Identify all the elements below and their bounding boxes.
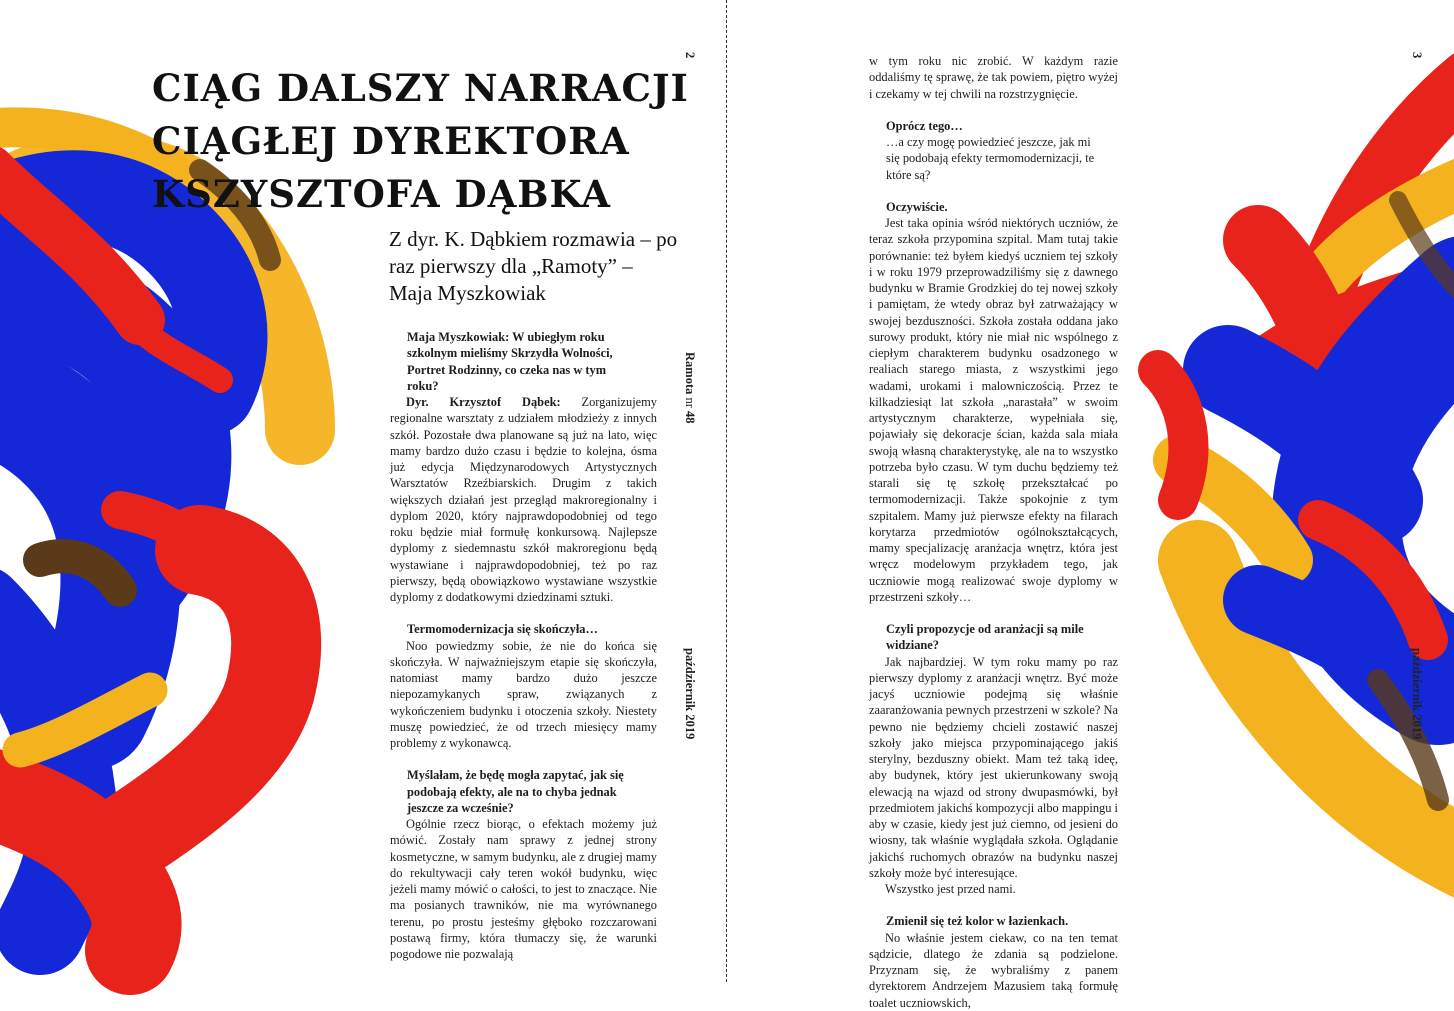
- answer: Jak najbardziej. W tym roku mamy po raz pierwszy dyplomy z aranżacji wnętrz. Być może jacyś uczniowie podejmą się właśnie zaaranżowania pewnych przestrzeni w szkole? Na pewno nie będziemy chcieli zostawić naszej szkoły jako miejsca przypominającego jakiś sterylny, bezduszny obiekt. Mam też taką ideę, aby budynek, który jest ukierunkowany swoją elewacją na wjazd od strony dwupasmówki, był przedmiotem jakichś kompozycji albo mappingu i aby w czasie, kiedy jest już ciemno, od jesieni do wiosny, tak właśnie wyglądała szkoła. Oglądanie jakichś ruchomych obrazów na budynku naszej szkoły może być interesujące.: [869, 654, 1118, 880]
- article-subtitle: Z dyr. K. Dąbkiem rozmawia – po raz pierwszy dla „Ramoty” – Maja Myszkowiak: [389, 227, 678, 305]
- answer: No właśnie jestem ciekaw, co na ten temat sądzicie, dlatego że zdania są podzielone. Przyznam się, że wybraliśmy z panem dyrektorem Andrzejem Mazusiem taką formułę toalet uczniowskich,: [869, 930, 1118, 1010]
- question: Myślałam, że będę mogła zapytać, jak się podobają efekty, ale na to chyba jednak jeszcze za wcześnie?: [407, 768, 624, 815]
- page-fold-divider: [726, 0, 727, 982]
- question: Oczywiście.: [886, 199, 948, 214]
- answer: Dyr. Krzysztof Dąbek: Zorganizujemy regionalne warsztaty z udziałem młodzieży z innych szkół. Pozostałe dwa planowane są już na lato, więc mamy bardzo dużo czasu i będzie to kolejna, ósma już edycja Międzynarodowych Artystycznych Warsztatów Rzeźbiarskich. Drugim z takich większych działań jest przegląd makroregionalny i dyplom 2020, który najprawdopodobniej od tego roku będzie miał formułę konkursową. Najlepsze dyplomy z siedemnastu szkół makroregionu będą wystawiane i najprawdopodobniej, też po raz pierwszy, będą obowiązkowo wystawiane wszystkie dyplomy z dodatkowymi dziedzinami sztuki.: [390, 395, 657, 604]
- running-head-date: październik 2019: [683, 648, 697, 740]
- answer: Jest taka opinia wśród niektórych uczniów, że teraz szkoła przypomina szpital. Mam tutaj takie porównanie: też byłem kiedyś uczniem tej szkoły i w roku 1979 przeprowadziliśmy się z dawnego budynku w Bramie Grodzkiej do tej nowej szkoły i pamiętam, że wtedy obraz był zatrważający w swojej bezduszności. Szkoła została oddana jako surowy produkt, który nie miał nic wspólnego z ciepłym charakterem budynku osadzonego w realiach starego miasta, z wszystkimi jego wadami, urokami i malowniczością. Przez te kilkadziesiąt lat szkoła „narastała” w swoim artystycznym charakterze, wypełniała się, pojawiały się dekoracje ścian, każda sala miała swoją własną charakterystykę, ale na to wszystko potrzeba było czasu. W tym duchu będziemy też starali się tę szkołę przekształcać po termomodernizacji. Także spokojnie z tym szpitalem. Mamy już pierwsze efekty na filarach korytarza przedmiotów ogólnokształcących, mamy specjalizację aranżacja wnętrz, która jest wręcz modelowym przykładem tego, jak uczniowie mogą realizować swoje dyplomy w przestrzeni szkoły…: [869, 216, 1118, 604]
- question: Oprócz tego…: [886, 118, 963, 133]
- interviewer-name: Maja Myszkowiak:: [407, 330, 510, 344]
- page-number-right: 3: [1410, 52, 1424, 59]
- answer: Wszystko jest przed nami.: [885, 882, 1016, 896]
- left-text-column: [390, 329, 657, 962]
- page-number-left: 2: [683, 52, 697, 59]
- question: Czyli propozycje od aranżacji są mile widziane?: [886, 622, 1084, 653]
- interviewee-name: Dyr. Krzysztof Dąbek:: [406, 395, 561, 409]
- headline-line-3: KSZYSZTOFA DĄBKA: [152, 172, 611, 216]
- question: Zmienił się też kolor w łazienkach.: [886, 914, 1069, 929]
- running-head-magazine: Ramota nr 48: [683, 352, 697, 424]
- article-headline: [152, 62, 692, 221]
- question: Maja Myszkowiak: W ubiegłym roku szkolnym mieliśmy Skrzydła Wolności, Portret Rodzinny, co czeka nas w tym roku?: [407, 330, 613, 393]
- answer: Ogólnie rzecz biorąc, o efektach możemy już mówić. Zostały nam sprawy z jednej strony kosmetyczne, w samym budynku, ale z drugiej mamy do rekultywacji cały teren wokół budynku, więc jeżeli mamy mówić o całości, to jest to znaczące. Nie ma posianych trawników, nie ma wyrównanego terenu, po prostu jesteśmy głęboko rozczarowani postawą firmy, która tłumaczy się, że warunki pogodowe nie pozwalają: [390, 817, 657, 961]
- headline-line-1: CIĄG DALSZY NARRACJI: [152, 66, 689, 110]
- continued-answer: w tym roku nic zrobić. W każdym razie oddaliśmy tę sprawę, że tak powiem, piętro wyżej i czekamy w tej chwili na rozstrzygnięcie.: [869, 54, 1118, 101]
- right-abstract-painting: [1138, 40, 1454, 890]
- answer: Noo powiedzmy sobie, że nie do końca się skończyła. W najważniejszym etapie się skończyła, natomiast mamy bardzo dużo jeszcze niepozamykanych spraw, związanych z wykończeniem budynku i otoczenia szkoły. Niestety muszę powiedzieć, że od trzech miesięcy mamy problemy z wykonawcą.: [390, 638, 657, 750]
- question-continued: …a czy mogę powiedzieć jeszcze, jak mi się podobają efekty termomodernizacji, te które są?: [886, 135, 1095, 182]
- right-text-column: [869, 53, 1118, 1011]
- running-head-date-right: październik 2019: [1410, 648, 1424, 740]
- question: Termomodernizacja się skończyła…: [407, 622, 598, 637]
- headline-line-2: CIĄGŁEJ DYREKTORA: [152, 119, 630, 163]
